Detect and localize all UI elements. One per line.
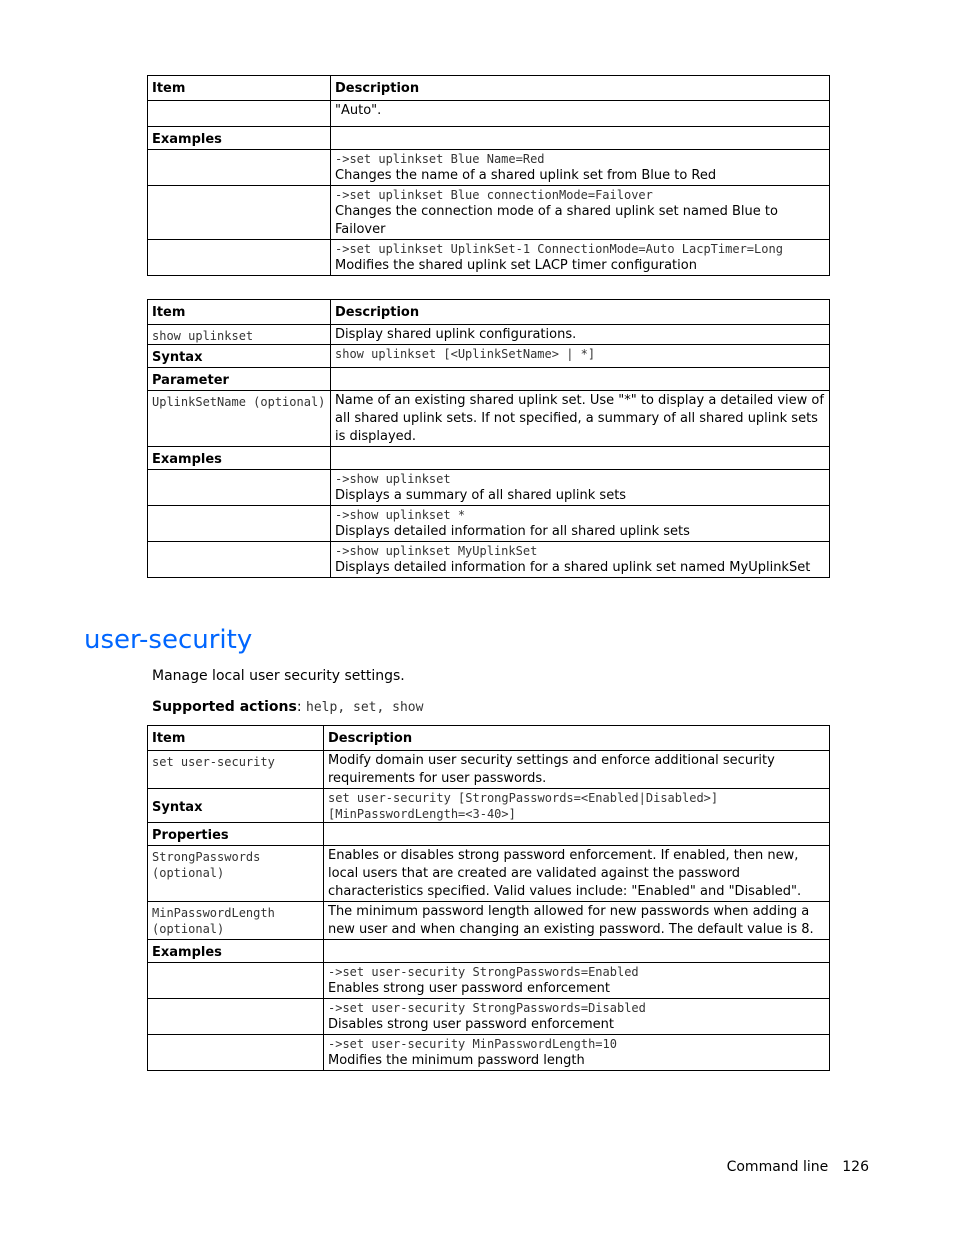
supported-actions-separator: : bbox=[296, 699, 307, 715]
syntax-row bbox=[148, 789, 830, 823]
example-row bbox=[148, 150, 830, 186]
table-header-row bbox=[148, 76, 830, 101]
example-command: ->set uplinkset Blue Name=Red bbox=[335, 152, 545, 166]
property-description: Enables or disables strong password enforcement. If enabled, then new, local users that are created are validated against the password characteristics specified. Valid values include: "Enabled" and "Disabled". bbox=[324, 846, 830, 902]
table-row bbox=[148, 101, 830, 127]
command-description: Display shared uplink configurations. bbox=[331, 325, 830, 345]
examples-row bbox=[148, 940, 830, 963]
examples-label: Examples bbox=[148, 127, 331, 150]
property-description: The minimum password length allowed for new passwords when adding a new user and when changing an existing password. The default value is 8. bbox=[324, 902, 830, 940]
example-command: ->set user-security StrongPasswords=Disabled bbox=[328, 1001, 646, 1015]
example-row bbox=[148, 470, 830, 506]
examples-row bbox=[148, 447, 830, 470]
example-description: Displays detailed information for a shared uplink set named MyUplinkSet bbox=[335, 560, 811, 575]
user-security-table bbox=[147, 725, 830, 1071]
example-row bbox=[148, 1035, 830, 1071]
example-description: Changes the name of a shared uplink set from Blue to Red bbox=[335, 168, 717, 183]
properties-label-row bbox=[148, 823, 830, 846]
parameter-label: Parameter bbox=[148, 368, 331, 391]
supported-actions bbox=[152, 699, 423, 716]
item-column-header: Item bbox=[148, 726, 324, 751]
properties-label: Properties bbox=[148, 823, 324, 846]
property-name: StrongPasswords (optional) bbox=[148, 846, 324, 902]
section-intro: Manage local user security settings. bbox=[152, 668, 405, 684]
property-row bbox=[148, 902, 830, 940]
example-command: ->set user-security MinPasswordLength=10 bbox=[328, 1037, 617, 1051]
examples-label: Examples bbox=[148, 447, 331, 470]
example-command: ->set uplinkset Blue connectionMode=Failover bbox=[335, 188, 653, 202]
supported-actions-label: Supported actions bbox=[152, 699, 297, 715]
syntax-value: show uplinkset [<UplinkSetName> | *] bbox=[331, 345, 830, 368]
syntax-label: Syntax bbox=[148, 789, 324, 823]
item-column-header: Item bbox=[148, 76, 331, 101]
example-command: ->set uplinkset UplinkSet-1 ConnectionMode=Auto LacpTimer=Long bbox=[335, 242, 783, 256]
description-column-header: Description bbox=[331, 300, 830, 325]
show-uplinkset-table bbox=[147, 299, 830, 578]
property-row bbox=[148, 846, 830, 902]
section-title: user-security bbox=[84, 625, 253, 655]
table-header-row bbox=[148, 300, 830, 325]
property-name: MinPasswordLength (optional) bbox=[148, 902, 324, 940]
example-description: Enables strong user password enforcement bbox=[328, 981, 611, 996]
uplinkset-set-continued-table bbox=[147, 75, 830, 276]
example-description: Changes the connection mode of a shared uplink set named Blue to Failover bbox=[335, 204, 778, 237]
item-column-header: Item bbox=[148, 300, 331, 325]
item-cell bbox=[148, 101, 331, 127]
page-footer bbox=[727, 1159, 869, 1175]
syntax-label: Syntax bbox=[148, 345, 331, 368]
example-row bbox=[148, 240, 830, 276]
parameter-label-row bbox=[148, 368, 830, 391]
description-column-header: Description bbox=[331, 76, 830, 101]
syntax-value: set user-security [StrongPasswords=<Enabled|Disabled>] [MinPasswordLength=<3-40>] bbox=[324, 789, 830, 823]
command-name: show uplinkset bbox=[148, 325, 331, 345]
syntax-row bbox=[148, 345, 830, 368]
example-row bbox=[148, 999, 830, 1035]
example-command: ->set user-security StrongPasswords=Enabled bbox=[328, 965, 639, 979]
example-description: Disables strong user password enforcement bbox=[328, 1017, 614, 1032]
examples-label: Examples bbox=[148, 940, 324, 963]
parameter-name: UplinkSetName (optional) bbox=[148, 391, 331, 447]
example-command: ->show uplinkset * bbox=[335, 508, 466, 522]
example-description: Displays a summary of all shared uplink sets bbox=[335, 488, 627, 503]
example-command: ->show uplinkset bbox=[335, 472, 451, 486]
supported-actions-list: help, set, show bbox=[306, 700, 424, 715]
command-description: Modify domain user security settings and enforce additional security requirements for user passwords. bbox=[324, 751, 830, 789]
description-column-header: Description bbox=[324, 726, 830, 751]
example-description: Displays detailed information for all shared uplink sets bbox=[335, 524, 690, 539]
table-header-row bbox=[148, 726, 830, 751]
page-number: 126 bbox=[842, 1159, 869, 1175]
example-description: Modifies the minimum password length bbox=[328, 1053, 585, 1068]
parameter-description: Name of an existing shared uplink set. Use "*" to display a detailed view of all shared uplink sets. If not specified, a summary of all shared uplink sets is displayed. bbox=[331, 391, 830, 447]
footer-label: Command line bbox=[726, 1159, 829, 1175]
description-cell: "Auto". bbox=[331, 101, 830, 127]
example-row bbox=[148, 506, 830, 542]
example-command: ->show uplinkset MyUplinkSet bbox=[335, 544, 538, 558]
example-row bbox=[148, 186, 830, 240]
example-description: Modifies the shared uplink set LACP timer configuration bbox=[335, 258, 697, 273]
command-row bbox=[148, 325, 830, 345]
command-name: set user-security bbox=[148, 751, 324, 789]
example-row bbox=[148, 963, 830, 999]
examples-row bbox=[148, 127, 830, 150]
command-row bbox=[148, 751, 830, 789]
parameter-row bbox=[148, 391, 830, 447]
example-row bbox=[148, 542, 830, 578]
